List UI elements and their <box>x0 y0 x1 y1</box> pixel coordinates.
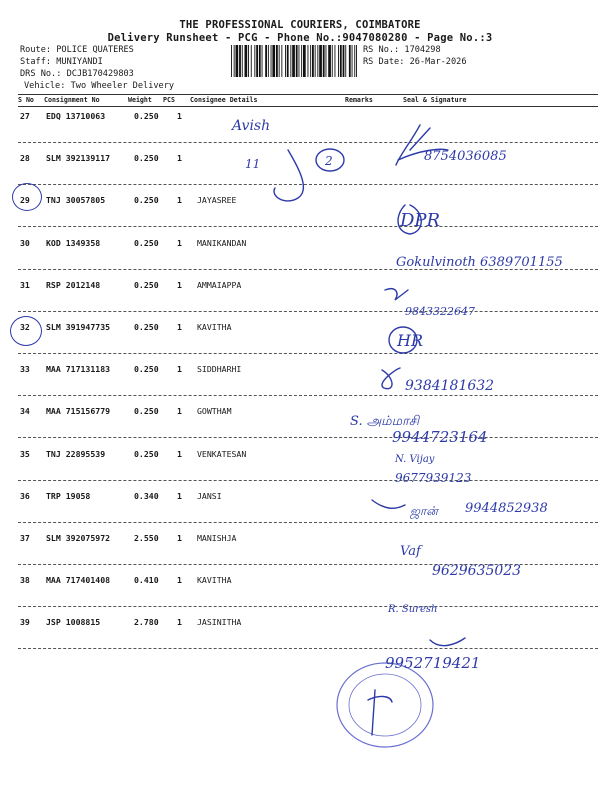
row-divider <box>18 395 598 396</box>
row-consignment: KOD 1349358 <box>46 237 101 248</box>
row-consignee: GOWTHAM <box>197 406 232 417</box>
barcode-bar <box>301 45 302 77</box>
col-consignment: Consignment No <box>44 96 100 104</box>
row-consignment: SLM 392139117 <box>46 153 111 164</box>
row-pcs: 1 <box>177 195 182 206</box>
barcode-bar <box>239 45 241 77</box>
rs-no-line <box>363 45 441 56</box>
row28-circle-mark <box>316 149 344 171</box>
row-weight: 0.250 <box>134 111 159 121</box>
barcode-bar <box>292 45 295 77</box>
header-bottom-rule <box>18 106 598 107</box>
row-weight: 0.250 <box>134 195 159 206</box>
barcode-bar <box>259 45 261 77</box>
sig7-phone: 9944723164 <box>392 428 488 446</box>
row-pcs: 1 <box>177 279 182 290</box>
barcode-bar <box>245 45 248 77</box>
barcode-bar <box>303 45 306 77</box>
barcode-bar <box>272 45 275 77</box>
barcode-bar <box>335 45 336 77</box>
col-weight: Weight <box>128 96 152 104</box>
col-seal: Seal & Signature <box>403 96 467 104</box>
row28-circled-number: 2 <box>325 154 333 168</box>
rs-date-label: RS Date: <box>363 57 405 67</box>
staff-label: Staff: <box>20 57 52 67</box>
rs-no-value: 1704298 <box>404 45 441 55</box>
sig6-mark <box>382 368 400 389</box>
row-weight: 0.250 <box>134 322 159 332</box>
header-top-rule <box>18 94 598 95</box>
row-weight: 0.250 <box>134 364 159 375</box>
row-sno: 27 <box>20 111 30 121</box>
seal-stamp <box>337 663 433 747</box>
row-weight: 0.250 <box>134 448 159 459</box>
row-weight: 0.250 <box>134 279 159 290</box>
row-consignee: JANSI <box>197 490 222 501</box>
row-sno: 31 <box>20 279 30 290</box>
row-divider <box>18 522 598 523</box>
barcode-bar <box>234 45 235 77</box>
row-consignee: AMMAIAPPA <box>197 279 242 290</box>
sig10-phone: 9629635023 <box>432 563 522 579</box>
barcode-bar <box>343 45 345 77</box>
barcode-bar <box>290 45 291 77</box>
sig7-text: S. அம்மாசி <box>350 414 420 429</box>
barcode-bar <box>262 45 263 77</box>
sig8-name: N. Vijay <box>395 454 435 465</box>
seal-stamp-inner <box>349 674 421 736</box>
row-divider <box>18 311 598 312</box>
sig9-phone: 9944852938 <box>465 501 548 516</box>
row-consignment: MAA 717131183 <box>46 364 111 375</box>
row-pcs: 1 <box>177 575 182 586</box>
row-divider <box>18 226 598 227</box>
row-sno: 30 <box>20 237 30 248</box>
drs-label: DRS No.: <box>20 69 62 79</box>
row-consignee: KAVITHA <box>197 322 232 332</box>
row-pcs: 1 <box>177 153 182 164</box>
vehicle-label: Vehicle: <box>24 81 66 91</box>
row-consignment: TNJ 22895539 <box>46 448 106 459</box>
barcode-bar <box>268 45 269 77</box>
route-value: POLICE QUATERES <box>56 45 134 55</box>
row-divider <box>18 269 598 270</box>
rs-no-label: RS No.: <box>363 45 400 55</box>
row-consignee: VENKATESAN <box>197 448 247 459</box>
circle-mark-32 <box>10 316 42 346</box>
barcode-bar <box>326 45 327 77</box>
row-divider <box>18 564 598 565</box>
row-pcs: 1 <box>177 617 182 628</box>
row28-stroke-mark <box>274 150 303 201</box>
sig3-text: Gokulvinoth 6389701155 <box>396 255 563 270</box>
drs-line <box>20 69 134 80</box>
barcode-bar <box>315 45 316 77</box>
row-weight: 2.780 <box>134 617 159 628</box>
col-pcs: PCS <box>163 96 175 104</box>
barcode-bar <box>287 45 289 77</box>
barcode-bar <box>354 45 355 77</box>
barcode-bar <box>265 45 267 77</box>
staff-line <box>20 57 103 68</box>
barcode-bar <box>352 45 353 77</box>
barcode-bar <box>310 45 311 77</box>
row-weight: 0.250 <box>134 406 159 417</box>
sig2-circle <box>398 205 421 234</box>
barcode-bar <box>279 45 280 77</box>
barcode-bar <box>242 45 243 77</box>
row-weight: 2.550 <box>134 533 159 543</box>
row-divider <box>18 184 598 185</box>
barcode-bar <box>323 45 325 77</box>
col-sno: S No <box>18 96 34 104</box>
rs-date-value: 26-Mar-2026 <box>409 57 467 67</box>
route-label: Route: <box>20 45 52 55</box>
row-consignee: MANISHJA <box>197 533 237 543</box>
row-sno: 34 <box>20 406 30 417</box>
row-sno: 29 <box>20 195 30 206</box>
barcode-image <box>231 45 357 77</box>
barcode-bar <box>251 45 252 77</box>
sig4-mark <box>385 289 408 300</box>
barcode-bar <box>256 45 258 77</box>
barcode-bar <box>328 45 331 77</box>
row-weight: 0.250 <box>134 153 159 164</box>
row-consignee: JASINITHA <box>197 617 242 628</box>
barcode-bar <box>296 45 298 77</box>
row-consignment: JSP 1008815 <box>46 617 101 628</box>
col-consignee: Consignee Details <box>190 96 258 104</box>
row-pcs: 1 <box>177 490 182 501</box>
row-consignment: SLM 391947735 <box>46 322 111 332</box>
row-consignment: TNJ 30057805 <box>46 195 106 206</box>
barcode-bar <box>299 45 300 77</box>
rs-date-line <box>363 57 467 68</box>
row-divider <box>18 142 598 143</box>
sig12-phone: 9952719421 <box>385 654 481 672</box>
row-sno: 33 <box>20 364 30 375</box>
barcode-bar <box>276 45 278 77</box>
row-pcs: 1 <box>177 111 182 121</box>
row-consignee: JAYASREE <box>197 195 237 206</box>
barcode-bar <box>345 45 346 77</box>
row-consignment: MAA 715156779 <box>46 406 111 417</box>
row-pcs: 1 <box>177 237 182 248</box>
barcode-bar <box>285 45 286 77</box>
sig1-mark <box>396 125 448 165</box>
row-divider <box>18 606 598 607</box>
row-sno: 35 <box>20 448 30 459</box>
row-consignment: TRP 19058 <box>46 490 91 501</box>
barcode-bar <box>349 45 351 77</box>
barcode-bar <box>312 45 314 77</box>
row-consignment: SLM 392075972 <box>46 533 111 543</box>
row-pcs: 1 <box>177 364 182 375</box>
sig5-circle <box>389 327 417 353</box>
row-divider <box>18 480 598 481</box>
row-sno: 38 <box>20 575 30 586</box>
row-divider <box>18 353 598 354</box>
row27-handwritten-name: Avish <box>232 118 271 134</box>
barcode-bar <box>319 45 322 77</box>
row-sno: 32 <box>20 322 30 332</box>
sig11-name: R. Suresh <box>388 604 438 615</box>
route-line <box>20 45 134 56</box>
sig9-mark <box>372 500 405 508</box>
row-consignee: MANIKANDAN <box>197 237 247 248</box>
row-pcs: 1 <box>177 448 182 459</box>
sig9-text: ஜான் <box>410 504 438 518</box>
row-weight: 0.250 <box>134 237 159 248</box>
barcode-bar <box>236 45 239 77</box>
sig1-phone: 8754036085 <box>424 149 507 164</box>
row28-handwritten-mark: 11 <box>245 157 261 171</box>
row-pcs: 1 <box>177 322 182 332</box>
row-weight: 0.410 <box>134 575 159 586</box>
row-consignee: KAVITHA <box>197 575 232 586</box>
sig10-name: Vaf <box>400 544 421 559</box>
row-sno: 28 <box>20 153 30 164</box>
barcode-bar <box>231 45 232 77</box>
row-consignment: RSP 2012148 <box>46 279 101 290</box>
barcode-bar <box>356 45 357 77</box>
barcode-bar <box>308 45 309 77</box>
row-divider <box>18 437 598 438</box>
row-consignment: MAA 717401408 <box>46 575 111 586</box>
barcode-bar <box>281 45 282 77</box>
row-consignee: SIDDHARHI <box>197 364 242 375</box>
barcode-bar <box>340 45 342 77</box>
row-sno: 36 <box>20 490 30 501</box>
col-remarks: Remarks <box>345 96 373 104</box>
sig4-phone: 9843322647 <box>405 305 475 318</box>
barcode-bar <box>332 45 333 77</box>
staff-value: MUNIYANDI <box>56 57 103 67</box>
barcode-bar <box>248 45 249 77</box>
row-sno: 39 <box>20 617 30 628</box>
row-consignment: EDQ 13710063 <box>46 111 106 121</box>
barcode-bar <box>254 45 255 77</box>
sig2-text: DPR <box>400 210 441 231</box>
vehicle-value: Two Wheeler Delivery <box>70 81 175 91</box>
runsheet-subtitle: Delivery Runsheet - PCG - Phone No.:9047080280 - Page No.:3 <box>107 32 493 44</box>
row-pcs: 1 <box>177 406 182 417</box>
row-pcs: 1 <box>177 533 182 543</box>
company-title: THE PROFESSIONAL COURIERS, COIMBATORE <box>179 19 421 31</box>
barcode-bar <box>271 45 272 77</box>
row-weight: 0.340 <box>134 490 159 501</box>
barcode-bar <box>338 45 339 77</box>
sig8-phone: 9677939123 <box>395 471 472 485</box>
sig5-text: HR <box>397 331 423 350</box>
drs-value: DCJB170429803 <box>66 69 134 79</box>
vehicle-line <box>24 81 174 92</box>
row-sno: 37 <box>20 533 30 543</box>
barcode-bar <box>317 45 318 77</box>
sig12-mark <box>430 638 465 646</box>
circle-mark-29 <box>12 183 42 211</box>
seal-signature <box>368 690 392 735</box>
row-divider <box>18 648 598 649</box>
sig6-phone: 9384181632 <box>405 378 495 394</box>
